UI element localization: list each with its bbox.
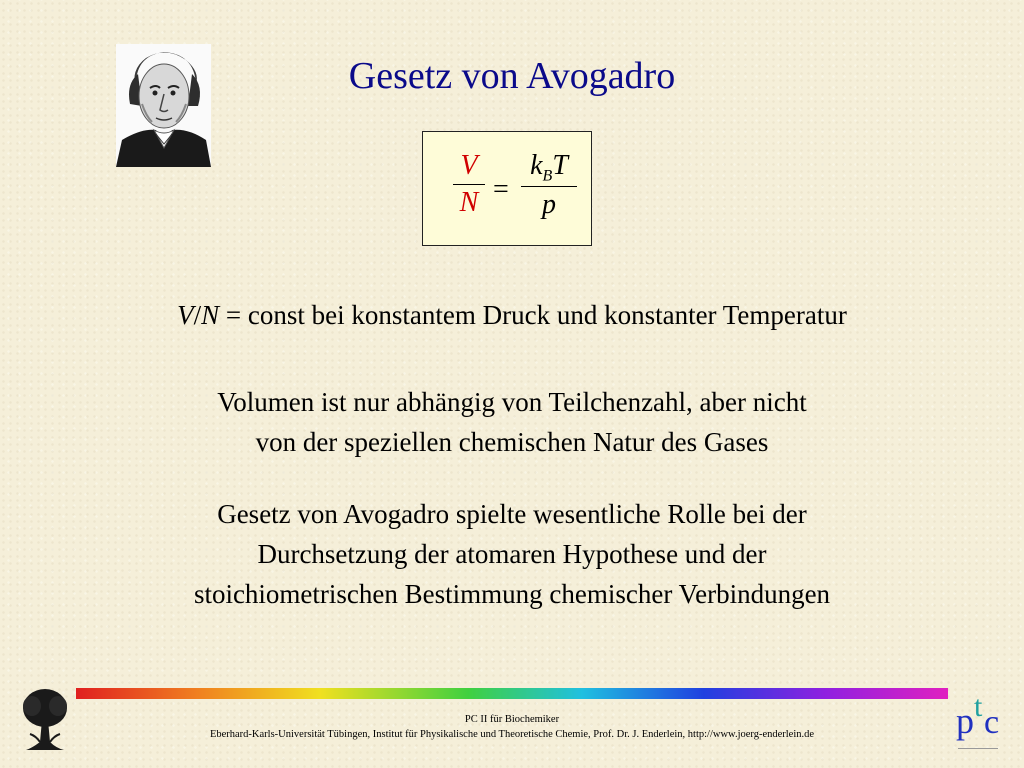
constant-statement: V/N = const bei konstantem Druck und konstanter Temperatur [177,300,847,330]
formula-lhs-numerator: V [460,150,478,181]
rainbow-divider [76,688,948,699]
footer-institute: Eberhard-Karls-Universität Tübingen, Institut für Physikalische und Theoretische Chemie, Prof. Dr. J. Enderlein, http://www.joerg-enderlein.de [209,729,815,740]
page-title: Gesetz von Avogadro [348,55,676,97]
formula-rhs-fraction [521,150,577,221]
footer [0,712,1024,742]
formula-rhs-numerator: $k_BT$ [530,150,568,185]
avogadro-formula-box [422,131,592,246]
ipc-logo: p t c [950,690,1006,756]
formula-equals: = [493,174,509,205]
formula-lhs-denominator: N [459,187,479,219]
volume-paragraph: Volumen ist nur abhängig von Teilchenzahl, aber nicht von der speziellen chemischen Natur des Gases [217,387,807,457]
history-paragraph: Gesetz von Avogadro spielte wesentliche Rolle bei der Durchsetzung der atomaren Hypothese und der stoichiometrischen Bestimmung chemischer Verbindungen [193,499,831,609]
formula-lhs-fraction [453,150,485,219]
formula-rhs-denominator: p [542,188,556,220]
footer-course: PC II für Biochemiker [464,714,560,725]
